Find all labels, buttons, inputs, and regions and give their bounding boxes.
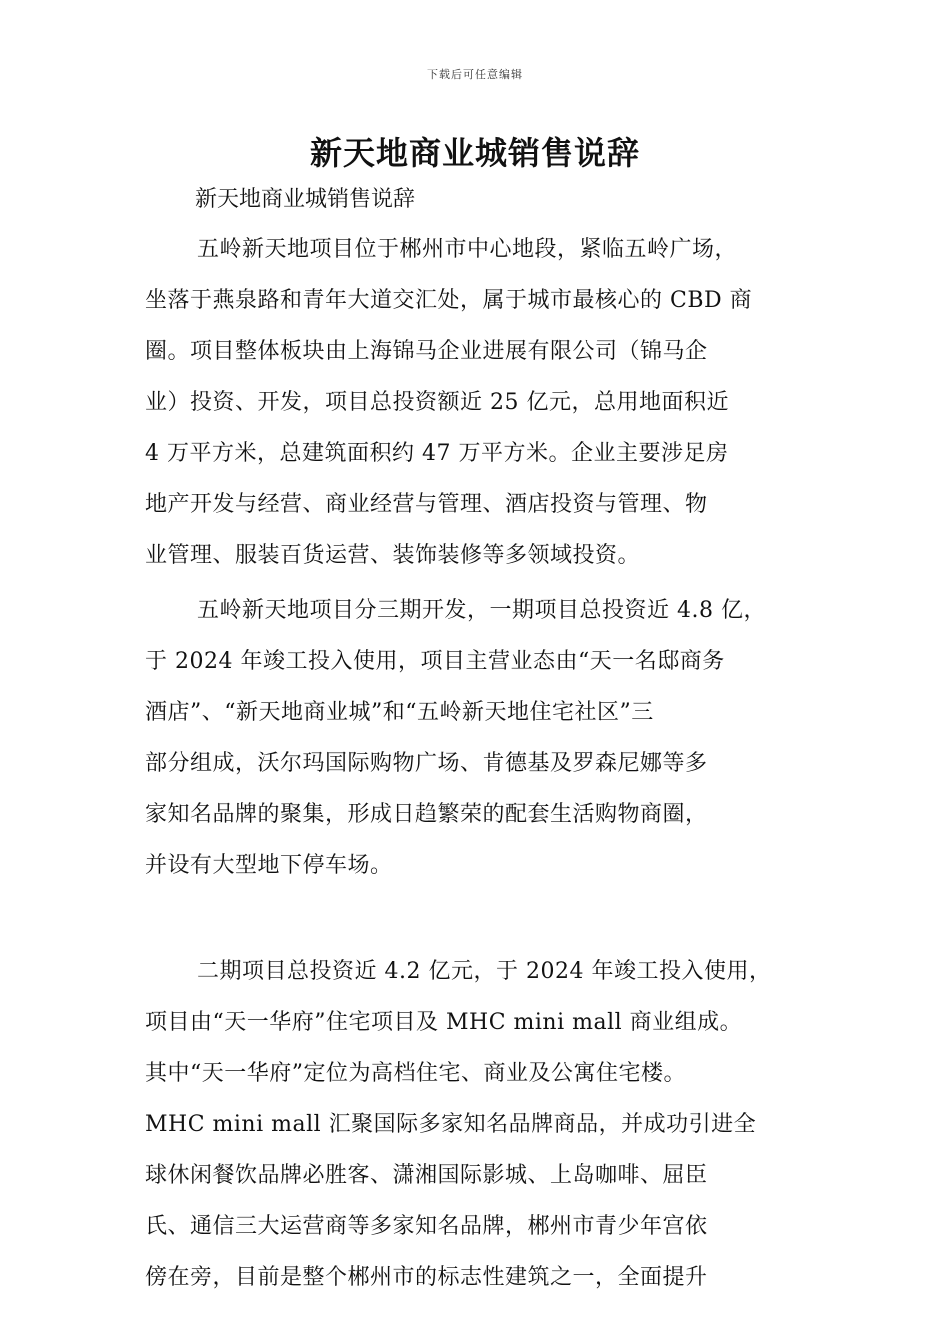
paragraph-line: 业管理、服装百货运营、装饰装修等多领域投资。 bbox=[145, 543, 641, 568]
paragraph-line: 地产开发与经营、商业经营与管理、酒店投资与管理、物 bbox=[145, 492, 708, 517]
paragraph-line: 业）投资、开发，项目总投资额近 25 亿元，总用地面积近 bbox=[145, 390, 729, 415]
paragraph-line: 于 2024 年竣工投入使用，项目主营业态由“天一名邸商务 bbox=[145, 649, 725, 674]
paragraph-line: 五岭新天地项目位于郴州市中心地段，紧临五岭广场， bbox=[197, 237, 738, 262]
paragraph-line bbox=[145, 897, 835, 948]
paragraph-line: 氏、通信三大运营商等多家知名品牌，郴州市青少年宫依 bbox=[145, 1214, 708, 1239]
paragraph bbox=[145, 952, 835, 1309]
paragraph-line: 4 万平方米，总建筑面积约 47 万平方米。企业主要涉足房 bbox=[145, 441, 729, 466]
document-body bbox=[145, 230, 835, 1309]
paragraph-line: 酒店”、“新天地商业城”和“五岭新天地住宅社区”三 bbox=[145, 700, 654, 725]
paragraph-line: 项目由“天一华府”住宅项目及 MHC mini mall 商业组成。 bbox=[145, 1010, 743, 1035]
paragraph-line: 其中“天一华府”定位为高档住宅、商业及公寓住宅楼。 bbox=[145, 1061, 686, 1086]
document-title: 新天地商业城销售说辞 bbox=[309, 134, 640, 172]
paragraph-line: 并设有大型地下停车场。 bbox=[145, 853, 393, 878]
paragraph-line: 坐落于燕泉路和青年大道交汇处，属于城市最核心的 CBD 商 bbox=[145, 288, 753, 313]
paragraph bbox=[145, 591, 835, 948]
paragraph-line: 傍在旁，目前是整个郴州市的标志性建筑之一，全面提升 bbox=[145, 1265, 708, 1290]
paragraph-line: 二期项目总投资近 4.2 亿元，于 2024 年竣工投入使用， bbox=[197, 959, 772, 984]
paragraph bbox=[145, 230, 835, 587]
document-subtitle: 新天地商业城销售说辞 bbox=[195, 187, 416, 212]
header-note: 下载后可任意编辑 bbox=[427, 68, 523, 81]
paragraph-line: 五岭新天地项目分三期开发，一期项目总投资近 4.8 亿， bbox=[197, 598, 766, 623]
paragraph-line: 家知名品牌的聚集，形成日趋繁荣的配套生活购物商圈， bbox=[145, 802, 708, 827]
paragraph-line: 球休闲餐饮品牌必胜客、潇湘国际影城、上岛咖啡、屈臣 bbox=[145, 1163, 708, 1188]
paragraph-line: MHC mini mall 汇聚国际多家知名品牌商品，并成功引进全 bbox=[145, 1112, 757, 1137]
paragraph-line: 圈。项目整体板块由上海锦马企业进展有限公司（锦马企 bbox=[145, 339, 708, 364]
paragraph-line: 部分组成，沃尔玛国际购物广场、肯德基及罗森尼娜等多 bbox=[145, 751, 708, 776]
